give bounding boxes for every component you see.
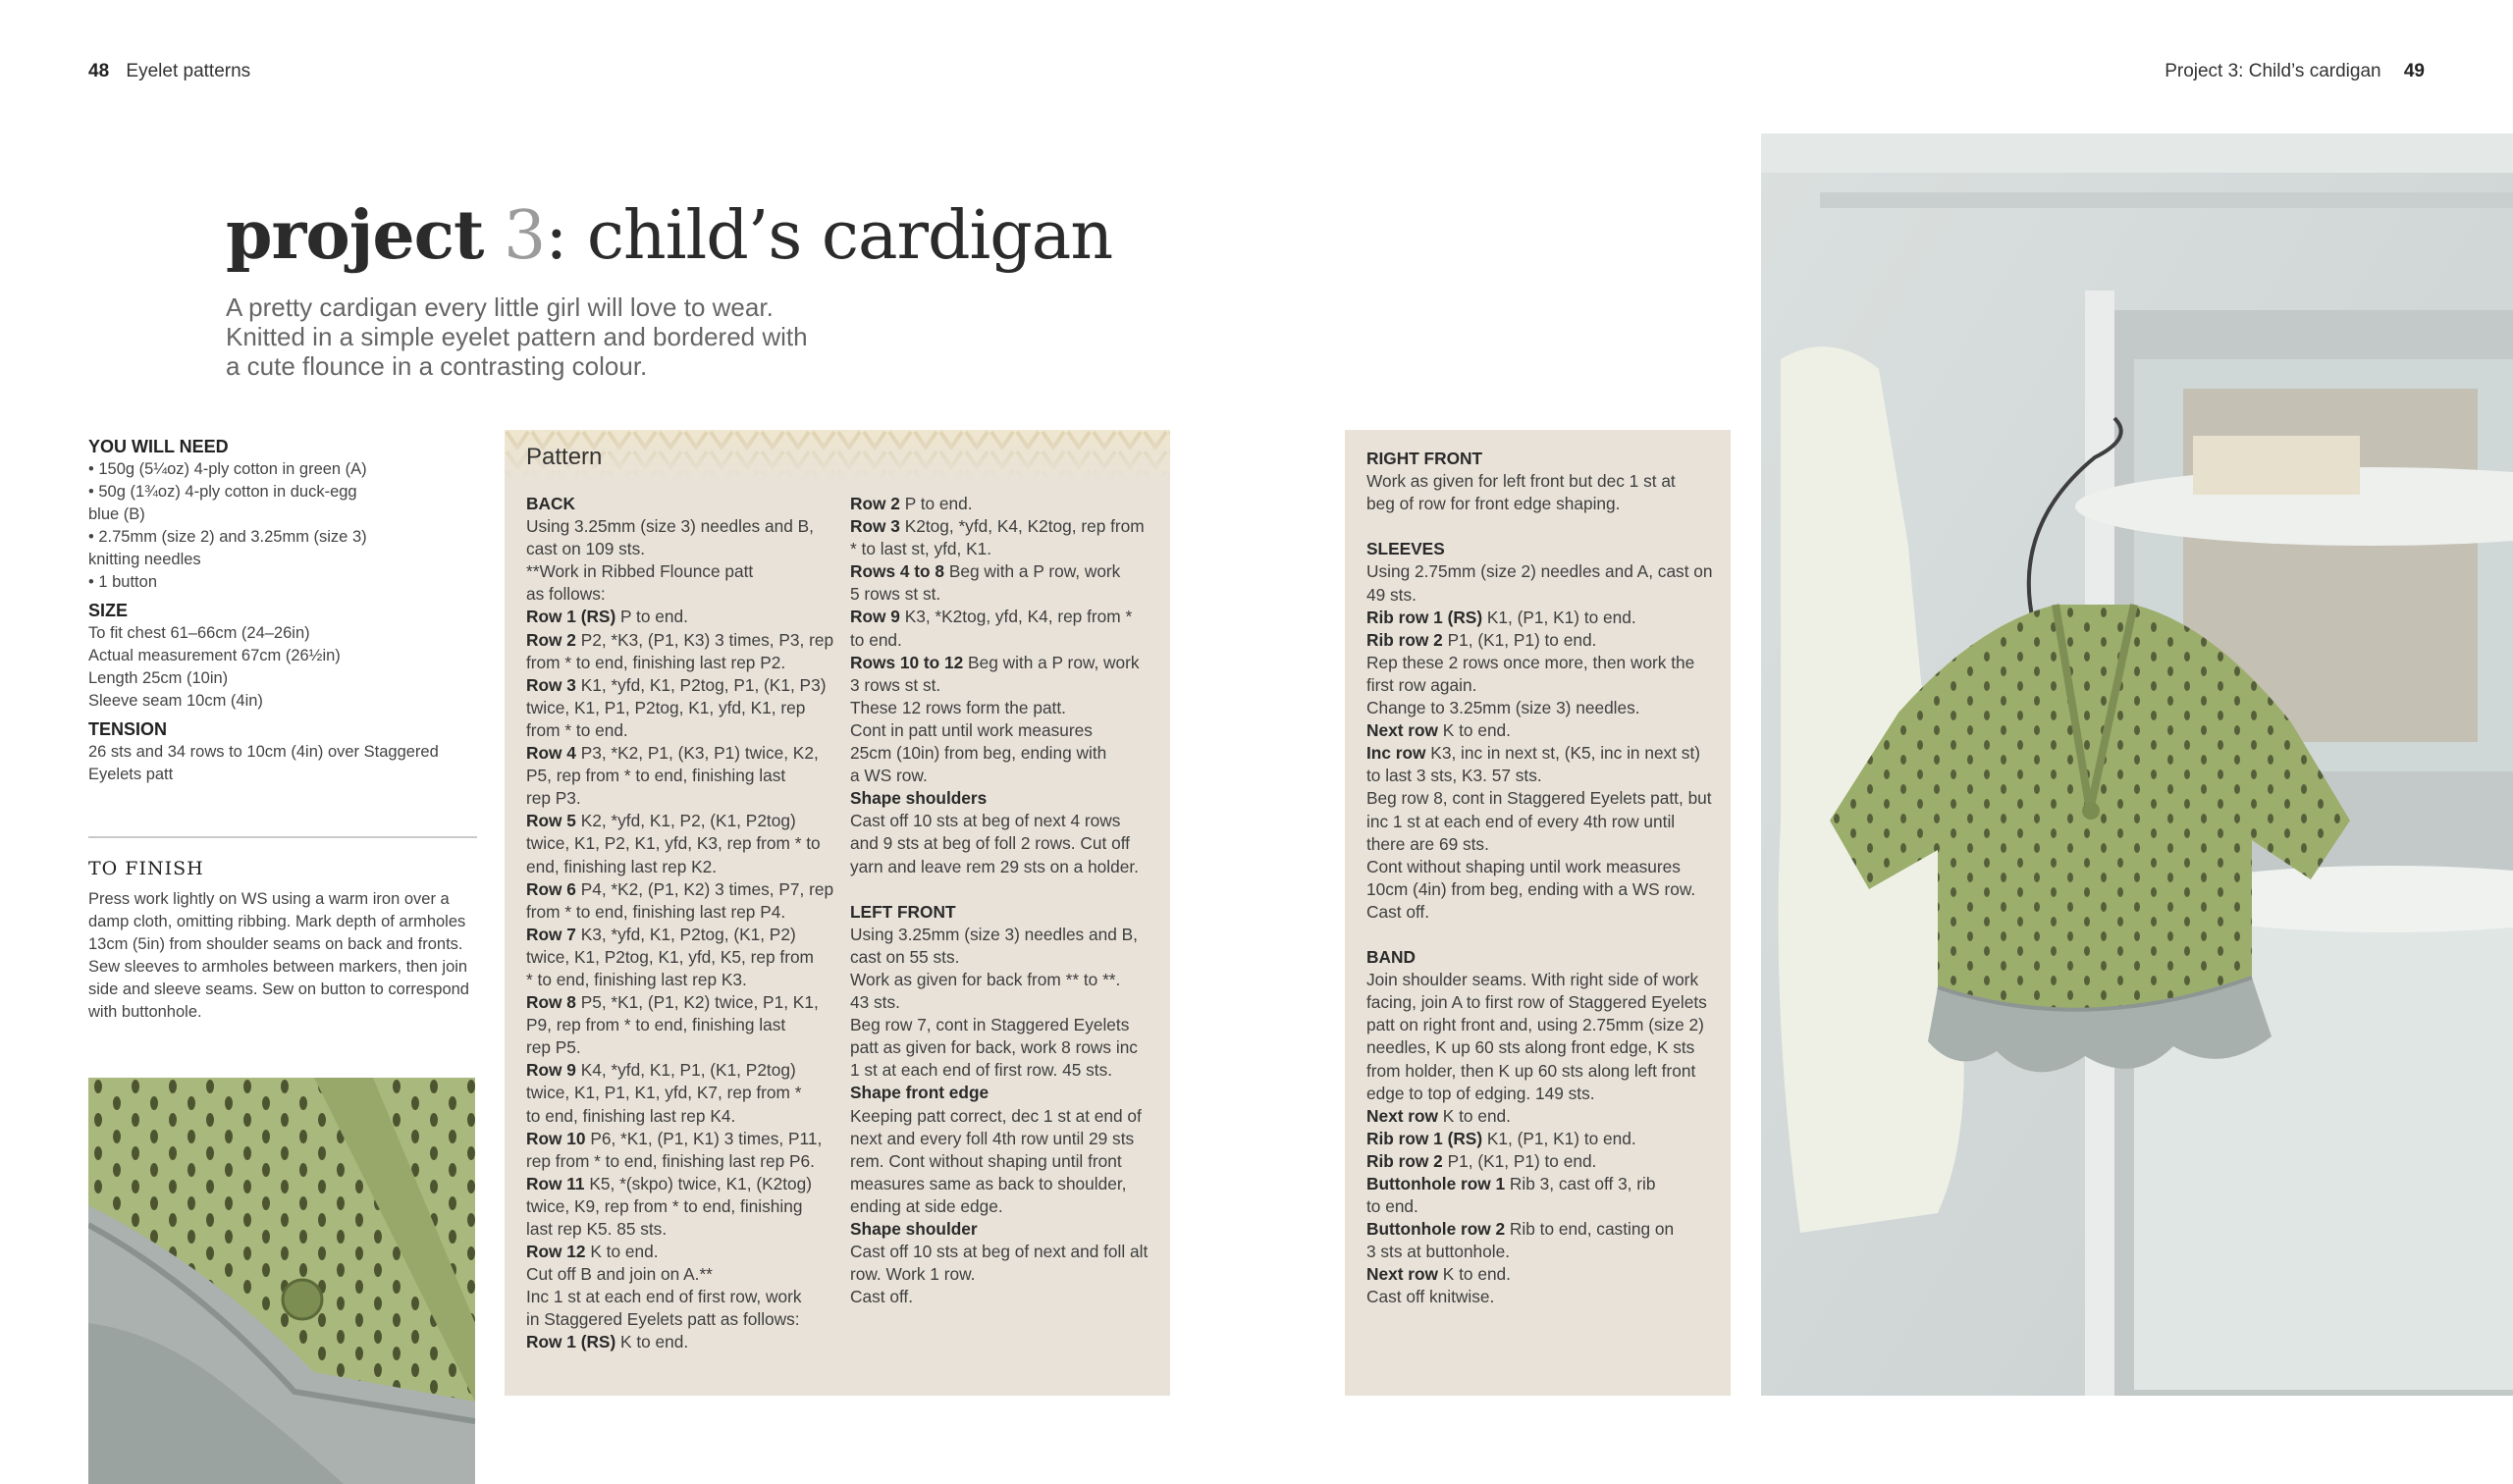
pattern-line xyxy=(1366,1286,1726,1308)
pattern-row-text: K to end. xyxy=(1437,720,1511,741)
pattern-line xyxy=(526,1218,840,1241)
pattern-line xyxy=(526,856,840,878)
pattern-line xyxy=(526,1105,840,1128)
pattern-line xyxy=(1366,787,1726,810)
pattern-row-text: there are 69 sts. xyxy=(1366,833,1489,854)
pattern-row-label: Row 10 xyxy=(526,1128,586,1148)
pattern-row-text: P5, rep from * to end, finishing last xyxy=(526,766,786,786)
pattern-row-label: Row 9 xyxy=(850,607,900,627)
pattern-line xyxy=(1366,969,1726,991)
pattern-row-text: from holder, then K up 60 sts along left front xyxy=(1366,1060,1696,1081)
pattern-row-label: BAND xyxy=(1366,947,1416,968)
pattern-row-text: in Staggered Eyelets patt as follows: xyxy=(526,1309,800,1330)
pattern-line xyxy=(850,515,1164,538)
pattern-line xyxy=(526,810,840,832)
pattern-row-text: Using 3.25mm (size 3) needles and B, xyxy=(526,516,814,537)
pattern-row-label: Next row xyxy=(1366,720,1438,741)
pattern-line xyxy=(1366,1150,1726,1173)
pattern-row-text: Cast off. xyxy=(850,1287,914,1307)
pattern-row-text: P4, *K2, (P1, K2) 3 times, P7, rep xyxy=(575,878,834,899)
pattern-row-text: from * to end. xyxy=(526,719,628,740)
pattern-row-text: Cast off 10 sts at beg of next and foll alt xyxy=(850,1242,1149,1262)
pattern-line xyxy=(1366,629,1726,652)
pattern-row-text: 3 sts at buttonhole. xyxy=(1366,1242,1511,1262)
intro-line: a cute flounce in a contrasting colour. xyxy=(226,351,648,381)
tension-heading: TENSION xyxy=(88,719,168,739)
pattern-line xyxy=(526,583,840,606)
pattern-line xyxy=(850,697,1164,719)
pattern-line xyxy=(850,538,1164,560)
pattern-line xyxy=(1366,878,1726,901)
pattern-row-text: P to end. xyxy=(615,607,688,627)
pattern-line xyxy=(850,787,1164,810)
pattern-line xyxy=(526,606,840,628)
pattern-row-text: a WS row. xyxy=(850,766,928,786)
pattern-line xyxy=(526,1241,840,1263)
pattern-row-text: P3, *K2, P1, (K3, P1) twice, K2, xyxy=(575,743,819,764)
pattern-row-text: twice, K1, P1, P2tog, K1, yfd, K1, rep xyxy=(526,697,806,717)
pattern-line xyxy=(1366,470,1726,493)
pattern-line xyxy=(850,560,1164,583)
pattern-line xyxy=(526,1082,840,1104)
pattern-row-text: K5, *(skpo) twice, K1, (K2tog) xyxy=(584,1173,813,1193)
pattern-line xyxy=(850,856,1164,878)
pattern-row-text: next and every foll 4th row until 29 sts xyxy=(850,1128,1135,1148)
pattern-line xyxy=(850,924,1164,946)
pattern-line xyxy=(850,1263,1164,1286)
pattern-row-label: Row 12 xyxy=(526,1242,586,1262)
pattern-row-text: P5, *K1, (P1, K2) twice, P1, K1, xyxy=(575,992,819,1013)
pattern-row-text: inc 1 st at each end of every 4th row until xyxy=(1366,811,1676,831)
size-heading: SIZE xyxy=(88,601,129,620)
pattern-row-text: 1 st at each end of first row. 45 sts. xyxy=(850,1060,1113,1081)
requirement-item: • 2.75mm (size 2) and 3.25mm (size 3) xyxy=(88,528,367,546)
pattern-line xyxy=(850,1105,1164,1128)
pattern-line xyxy=(850,1150,1164,1173)
pattern-row-text: Using 3.25mm (size 3) needles and B, xyxy=(850,924,1138,944)
pattern-row-text: twice, K1, P1, K1, yfd, K7, rep from * xyxy=(526,1083,802,1103)
pattern-row-text: edge to top of edging. 149 sts. xyxy=(1366,1083,1595,1103)
pattern-line xyxy=(526,1036,840,1059)
pattern-row-text: K3, *K2tog, yfd, K4, rep from * xyxy=(899,607,1133,627)
pattern-row-text: K to end. xyxy=(1437,1105,1511,1126)
pattern-line xyxy=(1366,946,1726,969)
pattern-row-text: K3, *yfd, K1, P2tog, (K1, P2) xyxy=(575,924,796,944)
size-item: Sleeve seam 10cm (4in) xyxy=(88,692,263,710)
right-section-title: Project 3: Child’s cardigan xyxy=(2165,61,2381,81)
title-word: project xyxy=(226,196,484,275)
pattern-line xyxy=(1366,560,1726,583)
pattern-line xyxy=(526,765,840,787)
pattern-row-text: P9, rep from * to end, finishing last xyxy=(526,1015,786,1035)
pattern-line xyxy=(1366,833,1726,856)
pattern-line xyxy=(526,991,840,1014)
pattern-line xyxy=(526,1331,840,1353)
pattern-row-text: P6, *K1, (P1, K1) 3 times, P11, xyxy=(585,1128,823,1148)
pattern-row-text: K2tog, *yfd, K4, K2tog, rep from xyxy=(899,516,1145,537)
intro-text xyxy=(226,292,854,381)
pattern-row-text: 10cm (4in) from beg, ending with a WS row. xyxy=(1366,878,1696,899)
pattern-panel xyxy=(505,430,1170,1396)
pattern-row-text: yarn and leave rem 29 sts on a holder. xyxy=(850,856,1139,876)
intro-line: A pretty cardigan every little girl will love to wear. xyxy=(226,292,774,322)
you-will-need-heading: YOU WILL NEED xyxy=(88,437,229,456)
pattern-line xyxy=(850,765,1164,787)
pattern-line xyxy=(526,1128,840,1150)
pattern-row-text: Rep these 2 rows once more, then work the xyxy=(1366,652,1695,672)
size-item: Length 25cm (10in) xyxy=(88,669,229,687)
pattern-row-text: from * to end, finishing last rep P2. xyxy=(526,652,786,672)
pattern-row-text: Beg row 7, cont in Staggered Eyelets xyxy=(850,1015,1130,1035)
pattern-row-text: K1, (P1, K1) to end. xyxy=(1482,607,1636,627)
pattern-row-text: Beg row 8, cont in Staggered Eyelets patt, but xyxy=(1366,788,1712,809)
knit-closeup-photo xyxy=(88,1078,475,1484)
pattern-row-text: last rep K5. 85 sts. xyxy=(526,1219,668,1239)
pattern-row-text: K4, *yfd, K1, P1, (K1, P2tog) xyxy=(575,1060,796,1081)
pattern-line xyxy=(526,1014,840,1036)
pattern-line xyxy=(850,901,1164,924)
pattern-line xyxy=(850,493,1164,515)
pattern-row-text: Cast off knitwise. xyxy=(1366,1287,1495,1307)
pattern-line xyxy=(526,901,840,924)
pattern-line xyxy=(526,629,840,652)
pattern-row-text: rep P5. xyxy=(526,1037,581,1058)
pattern-line xyxy=(1366,742,1726,765)
pattern-row-label: Next row xyxy=(1366,1264,1438,1285)
pattern-row-label: Inc row xyxy=(1366,743,1426,764)
pattern-line xyxy=(526,538,840,560)
pattern-row-text: Using 2.75mm (size 2) needles and A, cast on xyxy=(1366,561,1713,582)
pattern-line xyxy=(1366,652,1726,674)
to-finish-block xyxy=(88,858,477,1024)
pattern-row-label: Rib row 1 (RS) xyxy=(1366,1128,1483,1148)
pattern-line xyxy=(1366,811,1726,833)
pattern-line xyxy=(850,1241,1164,1263)
pattern-row-text: Beg with a P row, work xyxy=(944,561,1121,582)
pattern-row-label: Row 7 xyxy=(526,924,576,944)
requirement-item: blue (B) xyxy=(88,505,145,523)
pattern-panel-right xyxy=(1345,430,1731,1396)
pattern-line xyxy=(526,719,840,742)
pattern-row-text: * to last st, yfd, K1. xyxy=(850,539,992,559)
pattern-row-text: ending at side edge. xyxy=(850,1195,1003,1216)
pattern-line xyxy=(526,1286,840,1308)
pattern-line xyxy=(526,493,840,515)
pattern-row-label: RIGHT FRONT xyxy=(1366,449,1483,468)
pattern-row-label: Row 11 xyxy=(526,1173,585,1193)
pattern-row-text: K to end. xyxy=(615,1332,689,1352)
pattern-line xyxy=(850,1036,1164,1059)
pattern-line xyxy=(526,832,840,855)
pattern-row-text: K1, (P1, K1) to end. xyxy=(1482,1128,1636,1148)
pattern-line xyxy=(850,991,1164,1014)
pattern-line xyxy=(1366,1036,1726,1059)
right-folio xyxy=(2165,61,2425,82)
pattern-row-text: Cut off B and join on A.** xyxy=(526,1264,713,1285)
pattern-line xyxy=(1366,1173,1726,1195)
size-item: To fit chest 61–66cm (24–26in) xyxy=(88,624,310,642)
pattern-row-text: These 12 rows form the patt. xyxy=(850,697,1066,717)
pattern-row-label: Buttonhole row 2 xyxy=(1366,1219,1506,1240)
pattern-line xyxy=(526,674,840,697)
pattern-row-label: Row 5 xyxy=(526,811,576,831)
pattern-row-text: to end. xyxy=(850,629,902,650)
pattern-row-text: to end. xyxy=(1366,1196,1418,1217)
pattern-row-label: SLEEVES xyxy=(1366,539,1445,559)
pattern-row-text: 3 rows st st. xyxy=(850,674,941,695)
pattern-row-text: measures same as back to shoulder, xyxy=(850,1173,1127,1193)
pattern-line xyxy=(850,946,1164,969)
pattern-row-label: Shape shoulder xyxy=(850,1219,978,1239)
right-page-number: 49 xyxy=(2403,61,2425,81)
pattern-row-label: Row 2 xyxy=(850,494,900,513)
pattern-line xyxy=(850,742,1164,765)
pattern-line xyxy=(526,1059,840,1082)
pattern-line xyxy=(1366,856,1726,878)
pattern-row-text: K3, inc in next st, (K5, inc in next st) xyxy=(1425,743,1700,764)
pattern-row-label: Rows 4 to 8 xyxy=(850,561,945,582)
left-section-title: Eyelet patterns xyxy=(126,61,251,81)
pattern-line xyxy=(526,969,840,991)
pattern-row-text: P2, *K3, (P1, K3) 3 times, P3, rep xyxy=(575,629,834,650)
pattern-row-text: Beg with a P row, work xyxy=(963,652,1140,672)
pattern-row-label: Rows 10 to 12 xyxy=(850,652,964,672)
pattern-row-text: to last 3 sts, K3. 57 sts. xyxy=(1366,766,1542,786)
pattern-line xyxy=(850,652,1164,674)
pattern-row-text: to end, finishing last rep K4. xyxy=(526,1105,736,1126)
pattern-line xyxy=(850,1082,1164,1104)
pattern-line xyxy=(850,583,1164,606)
intro-line: Knitted in a simple eyelet pattern and bordered with xyxy=(226,322,808,351)
pattern-row-text: Cast off 10 sts at beg of next 4 rows xyxy=(850,811,1121,831)
pattern-row-text: rep P3. xyxy=(526,788,581,809)
pattern-line xyxy=(526,1263,840,1286)
pattern-line xyxy=(850,1059,1164,1082)
title-number: 3 xyxy=(504,197,546,275)
pattern-line xyxy=(526,1308,840,1331)
pattern-line xyxy=(526,1150,840,1173)
pattern-row-text: Cont without shaping until work measures xyxy=(1366,856,1681,876)
page-title xyxy=(226,196,1112,275)
pattern-line xyxy=(1366,674,1726,697)
pattern-row-text: twice, K1, P2tog, K1, yfd, K5, rep from xyxy=(526,946,814,967)
to-finish-line: 13cm (5in) from shoulder seams on back and fronts. xyxy=(88,935,463,953)
pattern-row-label: Rib row 2 xyxy=(1366,1150,1443,1171)
divider xyxy=(88,836,477,838)
pattern-row-label: Row 1 (RS) xyxy=(526,607,616,627)
pattern-row-text: P1, (K1, P1) to end. xyxy=(1442,629,1597,650)
left-page-number: 48 xyxy=(88,61,110,81)
pattern-line xyxy=(850,832,1164,855)
to-finish-line: with buttonhole. xyxy=(88,1003,202,1021)
pattern-row-text: P to end. xyxy=(899,494,973,513)
pattern-row-label: Row 8 xyxy=(526,992,576,1013)
pattern-line xyxy=(1366,1105,1726,1128)
pattern-line xyxy=(526,560,840,583)
to-finish-line: side and sleeve seams. Sew on button to correspond xyxy=(88,980,469,998)
pattern-column-3 xyxy=(1366,448,1726,1309)
pattern-row-label: Rib row 1 (RS) xyxy=(1366,607,1483,627)
pattern-line xyxy=(1366,1241,1726,1263)
pattern-line xyxy=(850,606,1164,628)
pattern-heading: Pattern xyxy=(526,444,603,470)
pattern-row-text: twice, K1, P2, K1, yfd, K3, rep from * to xyxy=(526,833,821,854)
requirement-item: • 50g (1¾oz) 4-ply cotton in duck-egg xyxy=(88,483,357,501)
pattern-row-label: Row 4 xyxy=(526,743,576,764)
requirements-block xyxy=(88,436,477,786)
pattern-line xyxy=(1366,924,1726,946)
pattern-line xyxy=(1366,901,1726,924)
tension-item: Eyelets patt xyxy=(88,766,174,783)
pattern-row-text: Rib 3, cast off 3, rib xyxy=(1505,1174,1656,1193)
pattern-row-text: K1, *yfd, K1, P2tog, P1, (K1, P3) xyxy=(575,674,827,695)
pattern-row-label: Row 3 xyxy=(850,516,900,537)
pattern-row-label: Next row xyxy=(1366,1105,1438,1126)
pattern-column-2 xyxy=(850,493,1164,1308)
pattern-row-text: rep from * to end, finishing last rep P6. xyxy=(526,1150,815,1171)
pattern-line xyxy=(850,1286,1164,1308)
pattern-row-text: 25cm (10in) from beg, ending with xyxy=(850,743,1107,764)
pattern-line xyxy=(1366,493,1726,515)
pattern-row-label: LEFT FRONT xyxy=(850,901,956,922)
pattern-line xyxy=(1366,448,1726,470)
pattern-line xyxy=(1366,584,1726,607)
pattern-row-text: Work as given for left front but dec 1 st at xyxy=(1366,471,1676,492)
pattern-line xyxy=(850,1173,1164,1195)
pattern-line xyxy=(1366,515,1726,538)
pattern-row-text: needles, K up 60 sts along front edge, K sts xyxy=(1366,1037,1695,1058)
requirement-item: • 150g (5¼oz) 4-ply cotton in green (A) xyxy=(88,460,367,478)
tension-item: 26 sts and 34 rows to 10cm (4in) over Staggered xyxy=(88,743,439,761)
pattern-row-label: Rib row 2 xyxy=(1366,629,1443,650)
to-finish-line: damp cloth, omitting ribbing. Mark depth of armholes xyxy=(88,913,466,930)
pattern-row-text: 5 rows st st. xyxy=(850,584,941,605)
pattern-row-label: Row 1 (RS) xyxy=(526,1332,616,1352)
pattern-line xyxy=(526,1195,840,1218)
pattern-row-text: Cast off. xyxy=(1366,901,1430,922)
title-rest: : child’s cardigan xyxy=(545,197,1113,275)
pattern-row-text: beg of row for front edge shaping. xyxy=(1366,494,1621,514)
left-folio xyxy=(88,61,250,82)
pattern-row-text: Join shoulder seams. With right side of work xyxy=(1366,970,1699,990)
pattern-row-text: from * to end, finishing last rep P4. xyxy=(526,901,786,922)
pattern-line xyxy=(1366,1083,1726,1105)
pattern-row-text: patt on right front and, using 2.75mm (size 2) xyxy=(1366,1015,1704,1035)
pattern-row-text: K to end. xyxy=(585,1242,659,1262)
pattern-line xyxy=(1366,1263,1726,1286)
pattern-line xyxy=(850,878,1164,901)
pattern-row-text: cast on 109 sts. xyxy=(526,539,646,559)
pattern-line xyxy=(1366,697,1726,719)
pattern-line xyxy=(526,924,840,946)
pattern-line xyxy=(850,1218,1164,1241)
pattern-line xyxy=(526,652,840,674)
pattern-row-label: Row 9 xyxy=(526,1060,576,1081)
pattern-line xyxy=(1366,607,1726,629)
pattern-row-text: first row again. xyxy=(1366,674,1477,695)
pattern-column-1 xyxy=(526,493,840,1354)
pattern-row-text: as follows: xyxy=(526,584,606,605)
pattern-row-text: end, finishing last rep K2. xyxy=(526,856,718,876)
pattern-row-text: twice, K9, rep from * to end, finishing xyxy=(526,1195,803,1216)
pattern-row-label: Row 3 xyxy=(526,674,576,695)
pattern-line xyxy=(1366,538,1726,560)
pattern-row-text: Keeping patt correct, dec 1 st at end of xyxy=(850,1105,1142,1126)
pattern-row-text: 49 sts. xyxy=(1366,584,1417,605)
pattern-row-text: and 9 sts at beg of foll 2 rows. Cut off xyxy=(850,833,1130,854)
pattern-line xyxy=(526,515,840,538)
pattern-line xyxy=(526,946,840,969)
pattern-row-text: Work as given for back from ** to **. xyxy=(850,969,1121,989)
pattern-line xyxy=(850,969,1164,991)
pattern-row-text: rem. Cont without shaping until front xyxy=(850,1150,1122,1171)
pattern-line xyxy=(1366,1218,1726,1241)
pattern-row-text: P1, (K1, P1) to end. xyxy=(1442,1150,1597,1171)
pattern-line xyxy=(850,629,1164,652)
pattern-row-label: Shape front edge xyxy=(850,1083,989,1103)
pattern-line xyxy=(526,697,840,719)
pattern-line xyxy=(526,787,840,810)
pattern-line xyxy=(526,742,840,765)
requirement-item: • 1 button xyxy=(88,573,157,591)
cardigan-photo xyxy=(1761,133,2513,1396)
to-finish-line: Sew sleeves to armholes between markers, then join xyxy=(88,958,468,976)
pattern-line xyxy=(850,719,1164,742)
to-finish-heading: TO FINISH xyxy=(88,858,204,879)
pattern-row-text: * to end, finishing last rep K3. xyxy=(526,969,747,989)
pattern-line xyxy=(526,878,840,901)
pattern-line xyxy=(1366,765,1726,787)
to-finish-line: Press work lightly on WS using a warm iron over a xyxy=(88,890,450,908)
pattern-row-text: 43 sts. xyxy=(850,992,900,1013)
pattern-line xyxy=(1366,719,1726,742)
pattern-row-label: Row 6 xyxy=(526,878,576,899)
pattern-row-text: Rib to end, casting on xyxy=(1505,1219,1675,1240)
pattern-line xyxy=(1366,991,1726,1014)
pattern-row-label: Shape shoulders xyxy=(850,788,988,809)
pattern-row-label: Row 2 xyxy=(526,629,576,650)
pattern-line xyxy=(850,1195,1164,1218)
requirement-item: knitting needles xyxy=(88,551,201,568)
pattern-line xyxy=(850,674,1164,697)
pattern-row-text: K2, *yfd, K1, P2, (K1, P2tog) xyxy=(575,811,796,831)
pattern-line xyxy=(1366,1014,1726,1036)
pattern-row-text: Cont in patt until work measures xyxy=(850,719,1093,740)
pattern-row-text: K to end. xyxy=(1437,1264,1511,1285)
pattern-line xyxy=(850,1128,1164,1150)
size-item: Actual measurement 67cm (26½in) xyxy=(88,647,341,664)
pattern-row-label: Buttonhole row 1 xyxy=(1366,1174,1506,1193)
pattern-row-text: row. Work 1 row. xyxy=(850,1264,976,1285)
pattern-line xyxy=(1366,1128,1726,1150)
pattern-line xyxy=(850,810,1164,832)
pattern-row-label: BACK xyxy=(526,494,575,513)
pattern-row-text: **Work in Ribbed Flounce patt xyxy=(526,561,754,582)
pattern-row-text: Change to 3.25mm (size 3) needles. xyxy=(1366,698,1640,718)
pattern-row-text: facing, join A to first row of Staggered Eyelets xyxy=(1366,992,1707,1013)
pattern-row-text: Inc 1 st at each end of first row, work xyxy=(526,1287,802,1307)
pattern-line xyxy=(526,1173,840,1195)
pattern-line xyxy=(850,1014,1164,1036)
pattern-line xyxy=(1366,1060,1726,1083)
pattern-row-text: cast on 55 sts. xyxy=(850,946,960,967)
pattern-line xyxy=(1366,1195,1726,1218)
pattern-row-text: patt as given for back, work 8 rows inc xyxy=(850,1037,1138,1058)
